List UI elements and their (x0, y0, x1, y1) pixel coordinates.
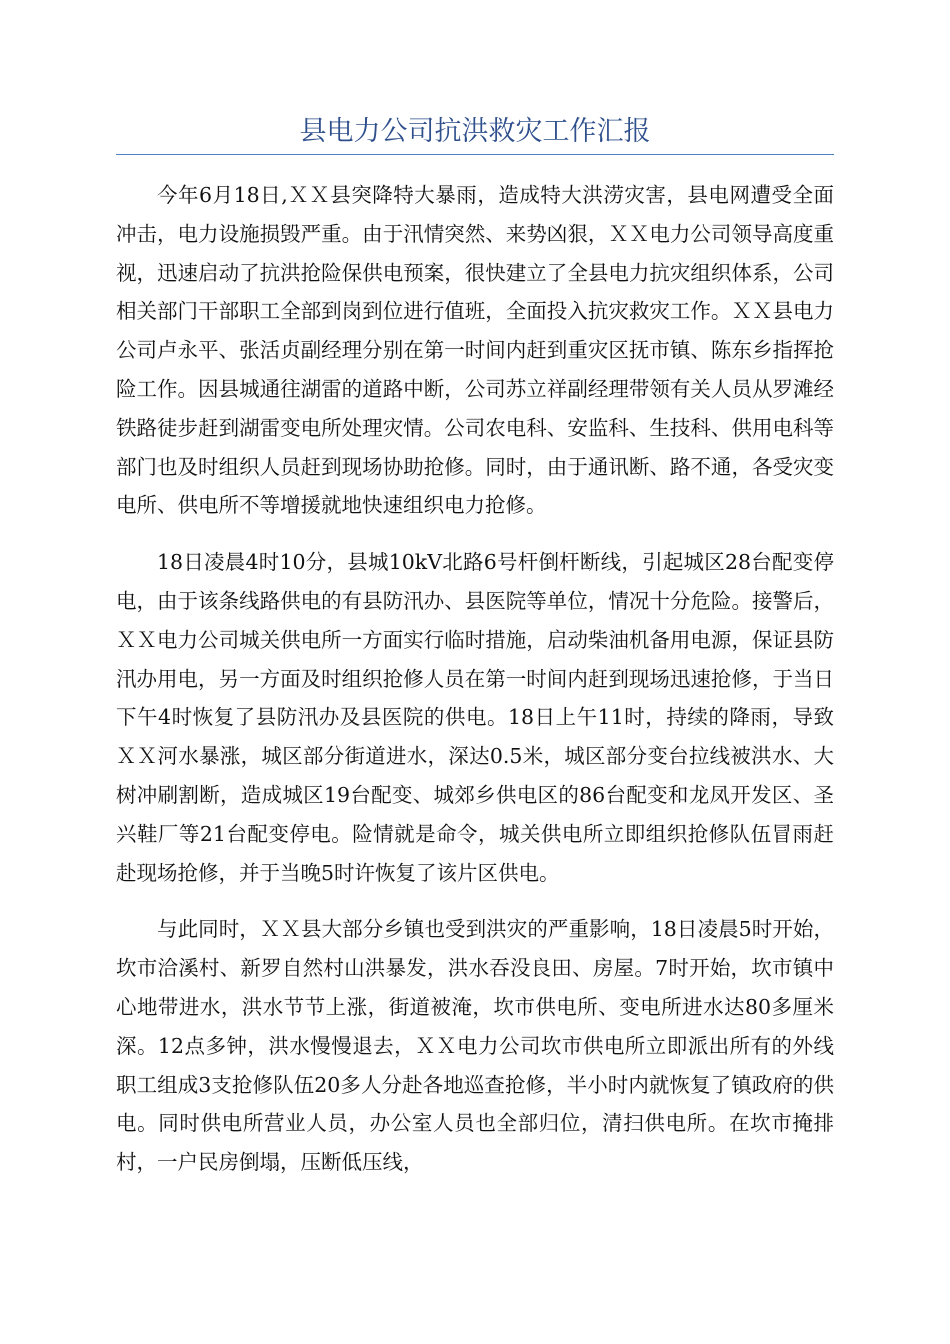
paragraph-2: 18日凌晨4时10分，县城10kV北路6号杆倒杆断线，引起城区28台配变停电，由于该条线路供电的有县防汛办、县医院等单位，情况十分危险。接警后，ＸＸ电力公司城关供电所一方面实行临时措施，启动柴油机备用电源，保证县防汛办用电，另一方面及时组织抢修人员在第一时间内赶到现场迅速抢修，于当日下午4时恢复了县防汛办及县医院的供电。18日上午11时，持续的降雨，导致ＸＸ河水暴涨，城区部分街道进水，深达0.5米，城区部分变台拉线被洪水、大树冲刷割断，造成城区19台配变、城郊乡供电区的86台配变和龙凤开发区、圣兴鞋厂等21台配变停电。险情就是命令，城关供电所立即组织抢修队伍冒雨赶赴现场抢修，并于当晚5时许恢复了该片区供电。 (116, 550, 834, 885)
paragraph-1: 今年6月18日,ＸＸ县突降特大暴雨，造成特大洪涝灾害，县电网遭受全面冲击，电力设施损毁严重。由于汛情突然、来势凶狠，ＸＸ电力公司领导高度重视，迅速启动了抗洪抢险保供电预案，很快建立了全县电力抗灾组织体系，公司相关部门干部职工全部到岗到位进行值班，全面投入抗灾救灾工作。ＸＸ县电力公司卢永平、张活贞副经理分别在第一时间内赶到重灾区抚市镇、陈东乡指挥抢险工作。因县城通往湖雷的道路中断，公司苏立祥副经理带领有关人员从罗滩经铁路徒步赶到湖雷变电所处理灾情。公司农电科、安监科、生技科、供用电科等部门也及时组织人员赶到现场协助抢修。同时，由于通讯断、路不通，各受灾变电所、供电所不等增援就地快速组织电力抢修。 (116, 183, 834, 518)
paragraph-3: 与此同时，ＸＸ县大部分乡镇也受到洪灾的严重影响，18日凌晨5时开始，坎市洽溪村、新罗自然村山洪暴发，洪水吞没良田、房屋。7时开始，坎市镇中心地带进水，洪水节节上涨，街道被淹，坎市供电所、变电所进水达80多厘米深。12点多钟，洪水慢慢退去，ＸＸ电力公司坎市供电所立即派出所有的外线职工组成3支抢修队伍20多人分赴各地巡查抢修，半小时内就恢复了镇政府的供电。同时供电所营业人员，办公室人员也全部归位，清扫供电所。在坎市掩排村，一户民房倒塌，压断低压线， (116, 917, 834, 1175)
document-body (116, 176, 834, 1200)
title-underline (116, 154, 834, 155)
document-title: 县电力公司抗洪救灾工作汇报 (299, 116, 651, 147)
